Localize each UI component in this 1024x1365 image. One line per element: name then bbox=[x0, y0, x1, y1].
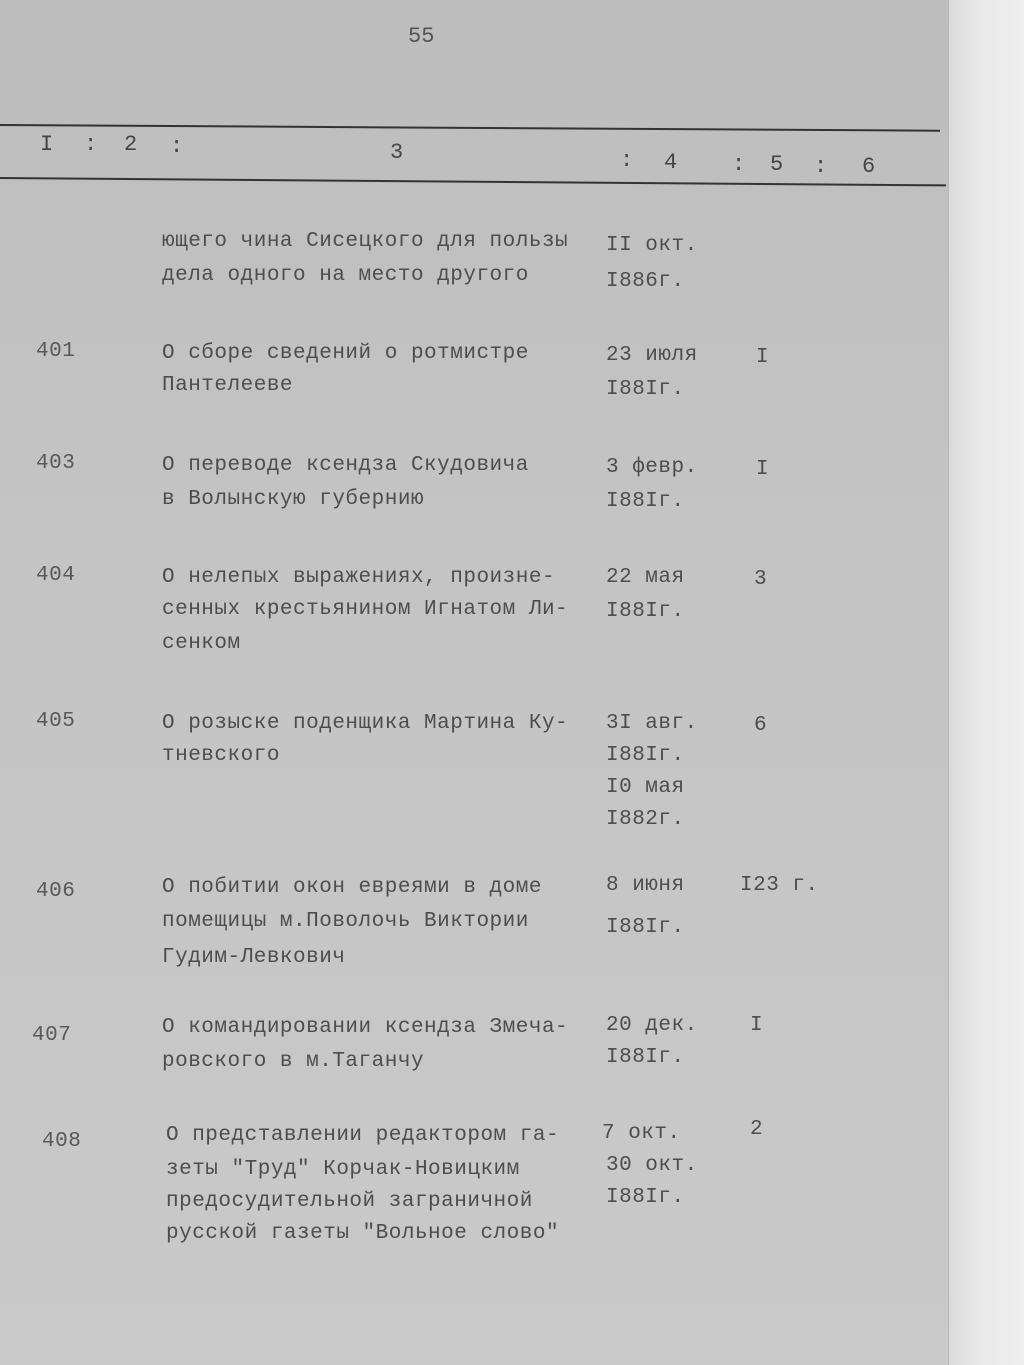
entry-date: I0 мая bbox=[606, 776, 685, 799]
entry-date: II окт. bbox=[606, 234, 698, 257]
entry-title-line: ющего чина Сисецкого для пользы bbox=[162, 230, 569, 253]
entry-date: 8 июня bbox=[606, 874, 685, 897]
column-separator: : bbox=[732, 152, 747, 177]
entry-number: 407 bbox=[32, 1024, 72, 1047]
column-header-2: 2 bbox=[124, 132, 139, 157]
column-separator: : bbox=[84, 132, 99, 157]
entry-date: 7 окт. bbox=[602, 1122, 681, 1145]
entry-sheets: 6 bbox=[754, 714, 768, 737]
entry-date: I88Iг. bbox=[606, 916, 685, 939]
entry-date: 30 окт. bbox=[606, 1154, 698, 1177]
column-separator: : bbox=[814, 154, 829, 179]
entry-title-line: тневского bbox=[162, 744, 280, 767]
entry-title-line: дела одного на место другого bbox=[162, 264, 529, 287]
entry-title-line: Гудим-Левкович bbox=[162, 946, 346, 969]
entry-date: 20 дек. bbox=[606, 1014, 698, 1037]
entry-date: 3 февр. bbox=[606, 456, 698, 479]
entry-date: I88Iг. bbox=[606, 1046, 685, 1069]
entry-sheets: I bbox=[756, 346, 770, 369]
entry-title-line: О нелепых выражениях, произне- bbox=[162, 566, 556, 589]
entry-title-line: Пантелееве bbox=[162, 374, 294, 397]
entry-title-line: О командировании ксендза Змеча- bbox=[162, 1016, 569, 1039]
entry-title-line: О представлении редактором га- bbox=[166, 1124, 560, 1147]
column-header-3: 3 bbox=[390, 140, 405, 165]
entry-number: 401 bbox=[36, 340, 76, 363]
entry-title-line: О переводе ксендза Скудовича bbox=[162, 454, 529, 477]
entry-sheets: 3 bbox=[754, 568, 768, 591]
entry-sheets: I bbox=[756, 458, 770, 481]
entry-title-line: зеты "Труд" Корчак-Новицким bbox=[166, 1158, 520, 1181]
entry-title-line: сенком bbox=[162, 632, 241, 655]
entry-title-line: О побитии окон евреями в доме bbox=[162, 876, 542, 899]
entry-number: 405 bbox=[36, 710, 76, 733]
entry-title-line: русской газеты "Вольное слово" bbox=[166, 1222, 560, 1245]
entry-title-line: сенных крестьянином Игнатом Ли- bbox=[162, 598, 569, 621]
entry-title-line: в Волынскую губернию bbox=[162, 488, 425, 511]
entry-date: I88Iг. bbox=[606, 600, 685, 623]
entry-date: I88Iг. bbox=[606, 744, 685, 767]
entry-title-line: ровского в м.Таганчу bbox=[162, 1050, 425, 1073]
entry-date: I882г. bbox=[606, 808, 685, 831]
page-number: 55 bbox=[408, 24, 435, 49]
entry-number: 408 bbox=[42, 1130, 82, 1153]
column-header-5: 5 bbox=[770, 152, 785, 177]
column-header-4: 4 bbox=[664, 150, 679, 175]
page-edge bbox=[948, 0, 1024, 1365]
entry-number: 406 bbox=[36, 880, 76, 903]
entry-date: 3I авг. bbox=[606, 712, 698, 735]
entry-number: 404 bbox=[36, 564, 76, 587]
column-separator: : bbox=[620, 148, 635, 173]
entry-sheets: 2 bbox=[750, 1118, 764, 1141]
entry-title-line: О сборе сведений о ротмистре bbox=[162, 342, 529, 365]
entry-sheets: I23 г. bbox=[740, 874, 819, 897]
entry-sheets: I bbox=[750, 1014, 764, 1037]
entry-date: 23 июля bbox=[606, 344, 698, 367]
column-separator: : bbox=[170, 134, 185, 159]
entry-date: I88Iг. bbox=[606, 378, 685, 401]
entry-date: I88Iг. bbox=[606, 490, 685, 513]
entry-date: I886г. bbox=[606, 270, 685, 293]
entry-title-line: помещицы м.Поволочь Виктории bbox=[162, 910, 529, 933]
entry-number: 403 bbox=[36, 452, 76, 475]
column-header-6: 6 bbox=[862, 154, 877, 179]
entry-date: 22 мая bbox=[606, 566, 685, 589]
entry-date: I88Iг. bbox=[606, 1186, 685, 1209]
entry-title-line: О розыске поденщика Мартина Ку- bbox=[162, 712, 569, 735]
column-header-1: I bbox=[40, 132, 55, 157]
entry-title-line: предосудительной заграничной bbox=[166, 1190, 533, 1213]
